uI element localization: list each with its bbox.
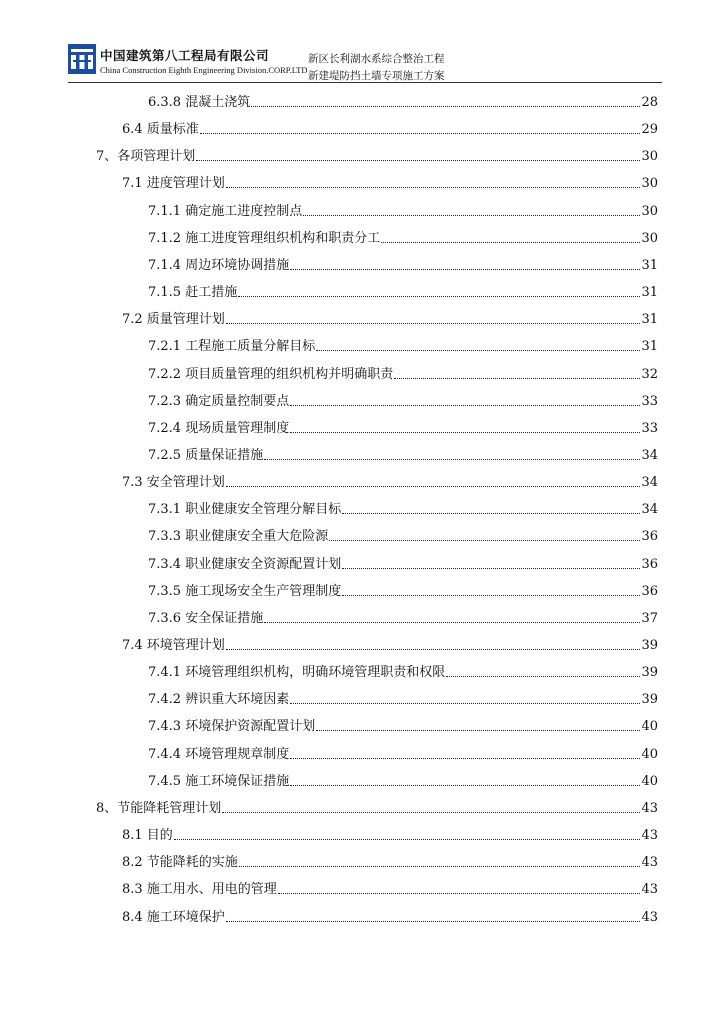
toc-entry[interactable] bbox=[122, 471, 658, 491]
toc-entry[interactable] bbox=[122, 172, 658, 192]
toc-entry[interactable] bbox=[148, 770, 658, 790]
toc-dot-leader bbox=[226, 187, 641, 188]
toc-entry-page: 43 bbox=[641, 882, 658, 898]
toc-entry-title: 7.1.1 确定施工进度控制点 bbox=[148, 203, 303, 219]
toc-entry[interactable] bbox=[148, 580, 658, 600]
toc-entry[interactable] bbox=[148, 498, 658, 518]
company-name-en: China Construction Eighth Engineering Division.CORP.LTD bbox=[100, 65, 308, 75]
toc-entry-title: 8.3 施工用水、用电的管理 bbox=[122, 882, 277, 898]
toc-dot-leader bbox=[226, 649, 641, 650]
toc-entry-page: 39 bbox=[641, 638, 658, 653]
toc-entry[interactable] bbox=[96, 145, 658, 165]
toc-entry[interactable] bbox=[148, 200, 658, 220]
toc-entry[interactable] bbox=[122, 878, 658, 898]
toc-entry[interactable] bbox=[122, 308, 658, 328]
toc-dot-leader bbox=[251, 106, 640, 107]
header-divider bbox=[68, 82, 662, 83]
toc-dot-leader bbox=[342, 513, 640, 514]
toc-entry-title: 7.2 质量管理计划 bbox=[122, 312, 225, 328]
company-name-cn: 中国建筑第八工程局有限公司 bbox=[100, 48, 270, 63]
toc-entry-page: 40 bbox=[641, 746, 658, 762]
toc-dot-leader bbox=[290, 269, 640, 270]
toc-dot-leader bbox=[381, 242, 640, 243]
toc-entry[interactable] bbox=[148, 363, 658, 383]
toc-dot-leader bbox=[226, 323, 641, 324]
toc-entry-title: 7.3.5 施工现场安全生产管理制度 bbox=[148, 583, 342, 599]
toc-entry-title: 7.1.2 施工进度管理组织机构和职责分工 bbox=[148, 230, 381, 246]
toc-entry[interactable] bbox=[148, 227, 658, 247]
toc-entry-page: 30 bbox=[641, 230, 658, 246]
toc-dot-leader bbox=[226, 486, 641, 487]
toc-dot-leader bbox=[316, 730, 640, 731]
toc-entry[interactable] bbox=[122, 824, 658, 844]
company-logo-icon bbox=[68, 44, 96, 74]
toc-entry-page: 31 bbox=[641, 285, 658, 301]
toc-entry-title: 7.3.4 职业健康安全资源配置计划 bbox=[148, 556, 342, 572]
toc-dot-leader bbox=[196, 160, 640, 161]
toc-dot-leader bbox=[174, 839, 641, 840]
toc-entry-title: 7.4.4 环境管理规章制度 bbox=[148, 746, 290, 762]
toc-entry-page: 34 bbox=[641, 502, 658, 518]
toc-entry-title: 7.1 进度管理计划 bbox=[122, 176, 225, 192]
toc-dot-leader bbox=[329, 540, 640, 541]
toc-entry-page: 39 bbox=[641, 692, 658, 708]
toc-entry-page: 33 bbox=[641, 393, 658, 409]
toc-entry[interactable] bbox=[148, 281, 658, 301]
toc-entry-title: 7.4 环境管理计划 bbox=[122, 638, 225, 653]
toc-entry[interactable] bbox=[148, 444, 658, 464]
toc-dot-leader bbox=[290, 785, 640, 786]
toc-entry-page: 34 bbox=[641, 447, 658, 463]
toc-entry[interactable] bbox=[148, 607, 658, 627]
toc-entry-title: 7.2.2 项目质量管理的组织机构并明确职责 bbox=[148, 366, 394, 382]
toc-entry-page: 30 bbox=[641, 176, 658, 192]
toc-entry-page: 31 bbox=[641, 339, 658, 355]
toc-entry-page: 29 bbox=[641, 122, 658, 138]
toc-entry-title: 7.1.5 赶工措施 bbox=[148, 285, 238, 301]
toc-dot-leader bbox=[342, 568, 640, 569]
toc-dot-leader bbox=[394, 378, 640, 379]
toc-entry-page: 30 bbox=[641, 149, 658, 165]
toc-entry[interactable] bbox=[148, 715, 658, 735]
toc-entry-page: 43 bbox=[641, 855, 658, 871]
toc-dot-leader bbox=[226, 921, 641, 922]
toc-dot-leader bbox=[342, 595, 640, 596]
page-header bbox=[68, 44, 662, 84]
toc-entry-page: 31 bbox=[641, 312, 658, 328]
toc-entry-page: 36 bbox=[641, 556, 658, 572]
toc-entry-page: 28 bbox=[641, 95, 658, 110]
toc-entry[interactable] bbox=[148, 553, 658, 573]
toc-entry-title: 7.4.5 施工环境保证措施 bbox=[148, 773, 290, 789]
toc-entry-title: 7.2.1 工程施工质量分解目标 bbox=[148, 339, 316, 355]
toc-dot-leader bbox=[446, 676, 640, 677]
toc-entry[interactable] bbox=[96, 797, 658, 817]
toc-entry-title: 7.4.3 环境保护资源配置计划 bbox=[148, 719, 316, 735]
toc-dot-leader bbox=[316, 350, 640, 351]
toc-dot-leader bbox=[303, 215, 640, 216]
toc-entry-title: 7.3.1 职业健康安全管理分解目标 bbox=[148, 502, 342, 518]
toc-entry-title: 7.4.2 辨识重大环境因素 bbox=[148, 692, 290, 708]
toc-entry[interactable] bbox=[148, 254, 658, 274]
toc-dot-leader bbox=[290, 703, 640, 704]
toc-entry-title: 7.2.5 质量保证措施 bbox=[148, 447, 264, 463]
toc-entry-page: 43 bbox=[641, 909, 658, 925]
toc-entry-title: 8、节能降耗管理计划 bbox=[96, 800, 222, 816]
toc-entry-title: 8.2 节能降耗的实施 bbox=[122, 855, 238, 871]
toc-dot-leader bbox=[278, 893, 641, 894]
toc-entry-title: 6.3.8 混凝土浇筑 bbox=[148, 95, 251, 110]
toc-entry-page: 40 bbox=[641, 719, 658, 735]
toc-entry[interactable] bbox=[122, 634, 658, 654]
toc-entry[interactable] bbox=[122, 118, 658, 138]
toc-entry-title: 8.4 施工环境保护 bbox=[122, 909, 225, 925]
toc-entry-title: 6.4 质量标准 bbox=[122, 122, 199, 138]
toc-entry-page: 32 bbox=[641, 366, 658, 382]
toc-dot-leader bbox=[290, 432, 640, 433]
toc-entry[interactable] bbox=[122, 851, 658, 871]
toc-entry-page: 36 bbox=[641, 529, 658, 545]
toc-dot-leader bbox=[222, 812, 640, 813]
toc-entry-title: 7.3 安全管理计划 bbox=[122, 475, 225, 491]
toc-entry-page: 40 bbox=[641, 773, 658, 789]
toc-entry[interactable] bbox=[148, 91, 658, 111]
project-title: 新区长利湖水系综合整治工程 bbox=[308, 53, 445, 65]
toc-entry[interactable] bbox=[148, 688, 658, 708]
toc-dot-leader bbox=[290, 758, 640, 759]
toc-entry-page: 43 bbox=[641, 800, 658, 816]
toc-dot-leader bbox=[200, 133, 641, 134]
toc-dot-leader bbox=[264, 459, 640, 460]
toc-dot-leader bbox=[239, 866, 641, 867]
toc-entry-page: 43 bbox=[641, 828, 658, 844]
toc-entry-title: 7.4.1 环境管理组织机构，明确环境管理职责和权限 bbox=[148, 665, 446, 681]
toc-dot-leader bbox=[264, 622, 640, 623]
cscec-logo-icon bbox=[69, 46, 95, 72]
toc-entry-page: 37 bbox=[641, 610, 658, 626]
toc-entry-title: 7、各项管理计划 bbox=[96, 149, 196, 165]
plan-title: 新建堤防挡土墙专项施工方案 bbox=[308, 70, 445, 82]
toc-entry-page: 36 bbox=[641, 583, 658, 599]
toc-entry-title: 7.2.4 现场质量管理制度 bbox=[148, 420, 290, 436]
toc-entry[interactable] bbox=[122, 906, 658, 926]
toc-entry[interactable] bbox=[148, 390, 658, 410]
toc-entry[interactable] bbox=[148, 335, 658, 355]
toc-entry-page: 39 bbox=[641, 665, 658, 681]
toc-entry[interactable] bbox=[148, 417, 658, 437]
toc-entry-page: 33 bbox=[641, 420, 658, 436]
toc-entry-title: 7.1.4 周边环境协调措施 bbox=[148, 257, 290, 273]
toc-entry[interactable] bbox=[148, 525, 658, 545]
toc-entry-page: 31 bbox=[641, 257, 658, 273]
toc-dot-leader bbox=[238, 296, 640, 297]
toc-entry-page: 34 bbox=[641, 475, 658, 491]
toc-entry[interactable] bbox=[148, 661, 658, 681]
toc-dot-leader bbox=[290, 405, 640, 406]
toc-entry-page: 30 bbox=[641, 203, 658, 219]
toc-entry[interactable] bbox=[148, 743, 658, 763]
toc-entry-title: 8.1 目的 bbox=[122, 828, 173, 844]
toc-entry-title: 7.3.6 安全保证措施 bbox=[148, 610, 264, 626]
toc-entry-title: 7.3.3 职业健康安全重大危险源 bbox=[148, 529, 329, 545]
toc-entry-title: 7.2.3 确定质量控制要点 bbox=[148, 393, 290, 409]
